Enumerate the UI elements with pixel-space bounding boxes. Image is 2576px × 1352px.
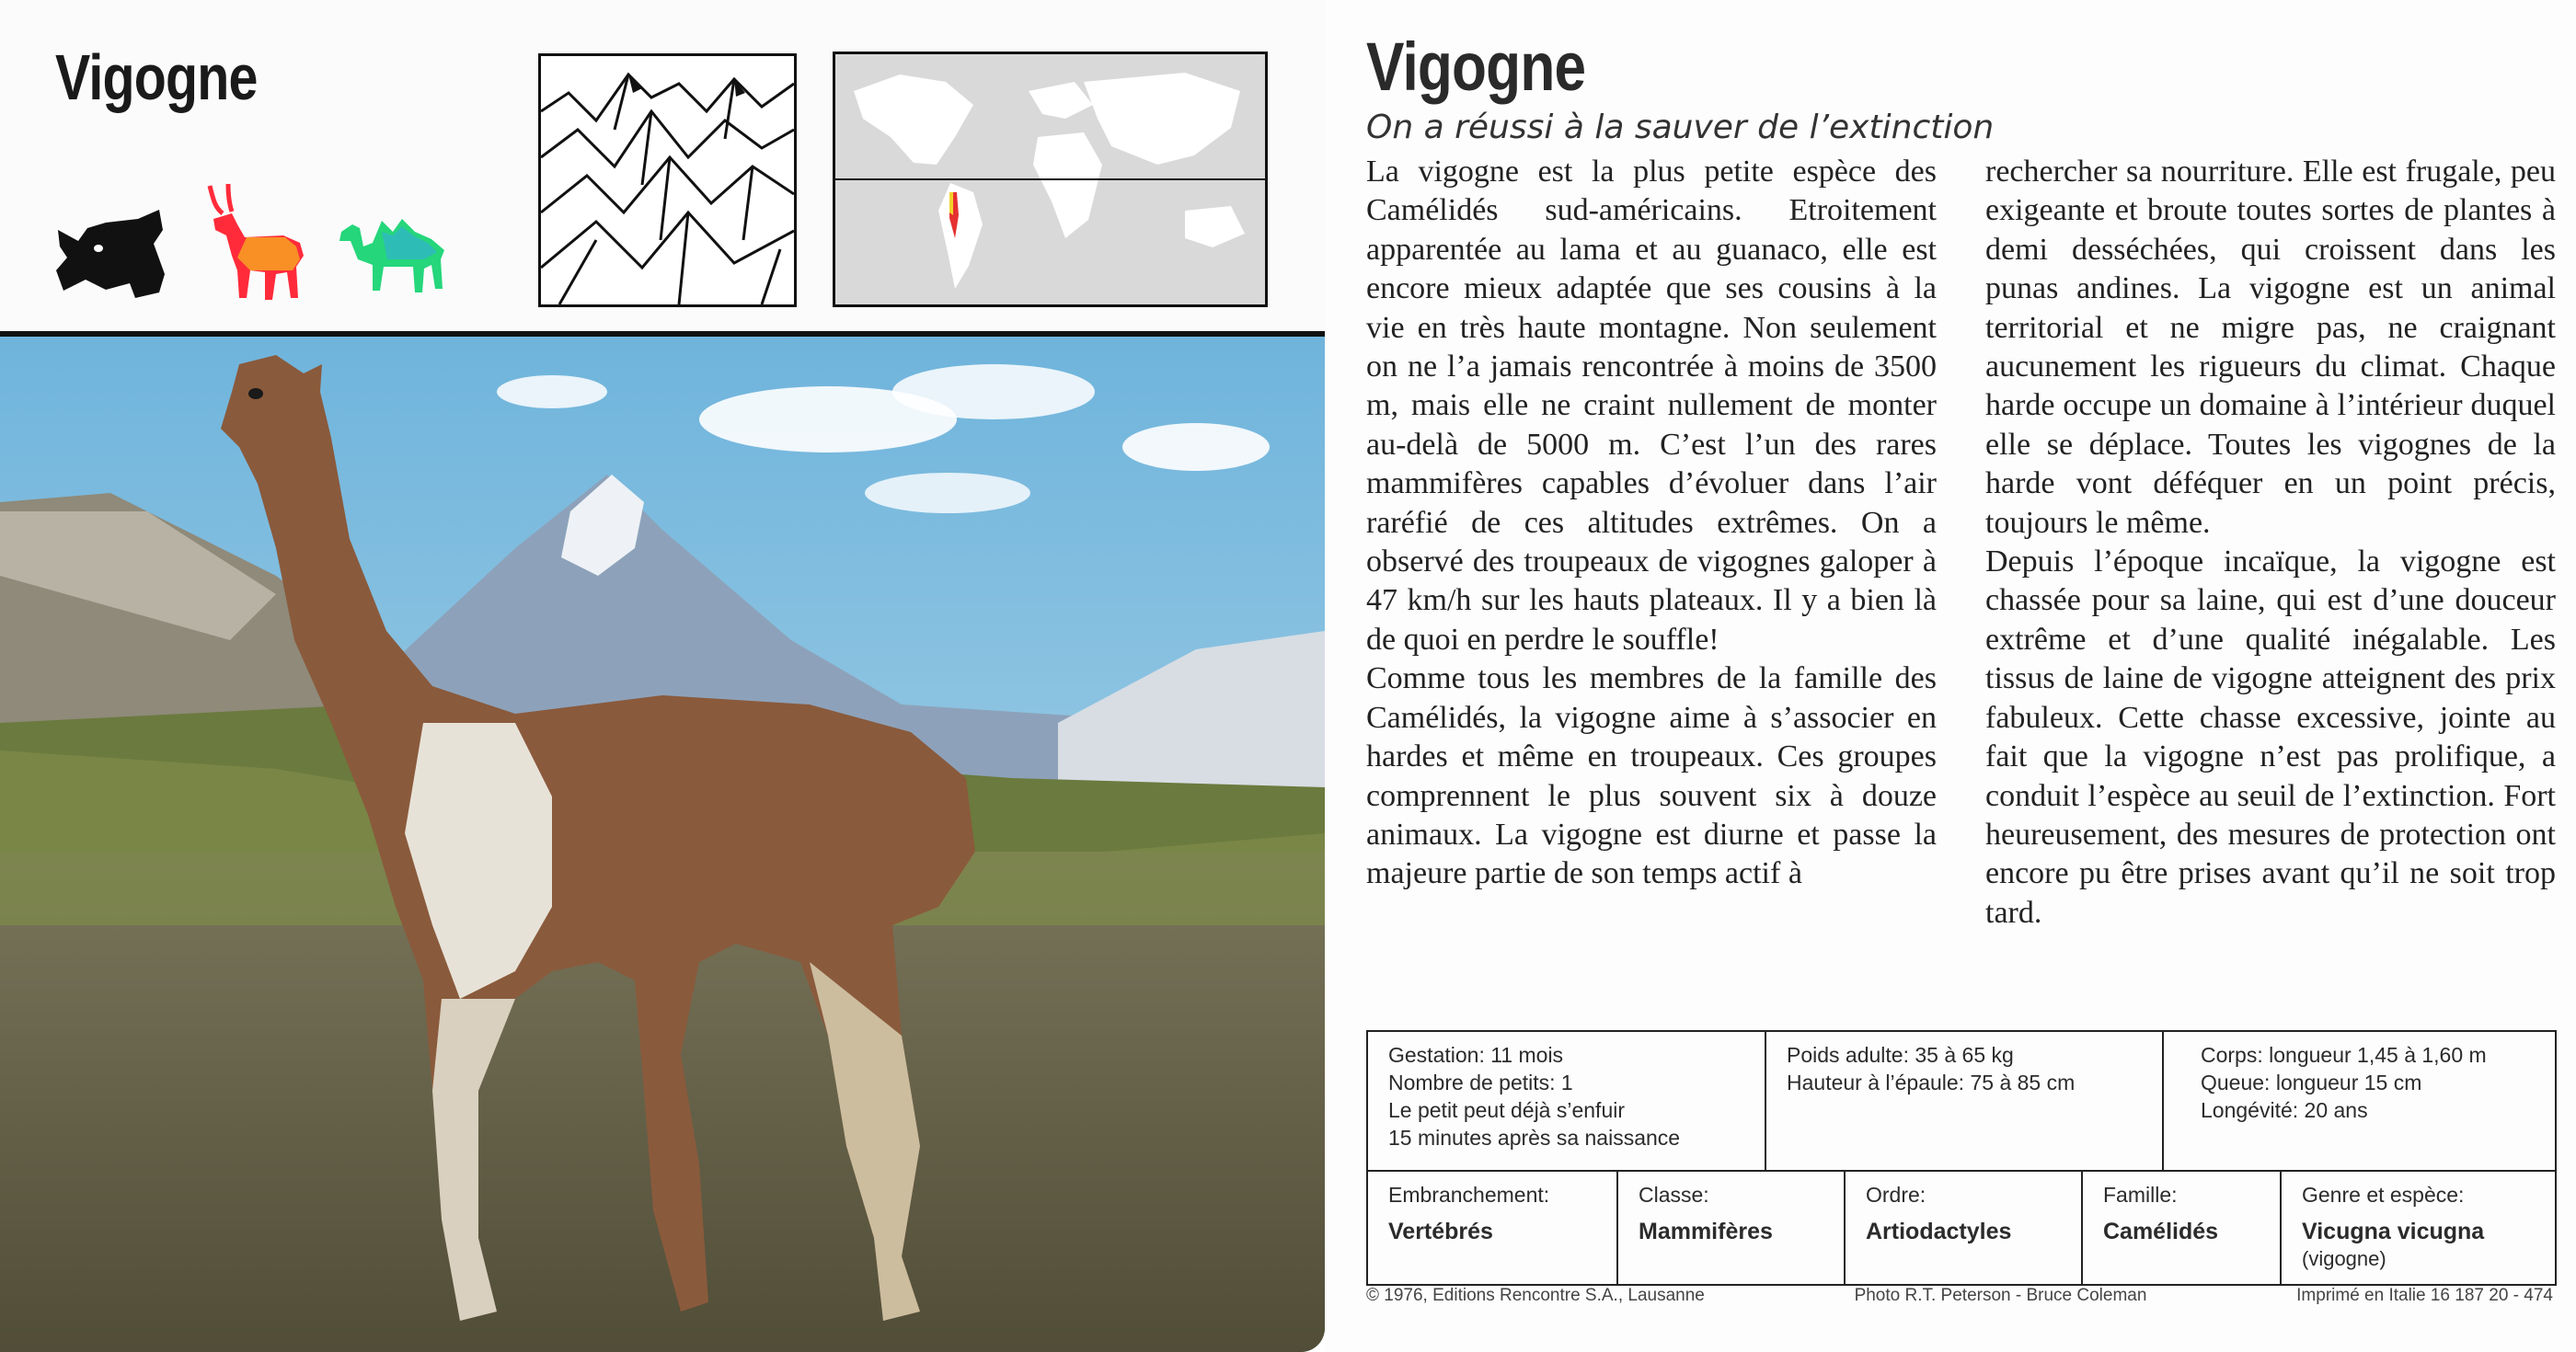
taxonomy-species <box>2282 1172 2555 1284</box>
taxonomy-family <box>2083 1172 2282 1284</box>
fact-line: Corps: longueur 1,45 à 1,60 m <box>2201 1043 2487 1067</box>
paragraph: Depuis l’époque incaïque, la vigogne est chassée pour sa laine, qui est d’une douceur extrême et d’une qualité inégalable. Les tissus de laine de vigogne atteignent des prix fabuleux. Cette chasse excessive, jointe au fait que la vigogne n’est pas prolifique, a conduit l’espèce au seuil de l’extinction. Fort heureusement, des mesures de protection ont encore pu être prises avant qu’il ne soit trop tard. <box>1985 544 2556 930</box>
camel-icon <box>336 204 455 296</box>
vicuna-photo <box>0 337 1325 1352</box>
reproduction-facts <box>1368 1032 1766 1170</box>
taxonomy-order <box>1846 1172 2083 1284</box>
front-title: Vigogne <box>55 41 258 113</box>
taxonomy-label: Genre et espèce: <box>2302 1183 2465 1207</box>
text-column-1 <box>1366 153 1937 894</box>
antelope-icon <box>201 182 311 302</box>
taxonomy-label: Ordre: <box>1866 1183 1926 1207</box>
fact-line: Poids adulte: 35 à 65 kg <box>1787 1043 2014 1067</box>
paragraph: La vigogne est la plus petite espèce des Camélidés sud-américains. Etroitement apparentée au lama et au guanaco, elle est encore mieux adaptée que ses cousins à la vie en très haute montagne. Non seulement on ne l’a jamais rencontrée à moins de 3500 m, mais elle ne craint nullement de monter au-delà de 5000 m. C’est l’un des rares mammifères capables d’évoluer dans l’air raréfié de ces altitudes extrêmes. On a observé des troupeaux de vigognes galoper à 47 km/h sur les hauts plateaux. Il y a bien là de quoi en perdre le souffle! <box>1366 155 1937 657</box>
footer <box>1366 1286 2553 1306</box>
taxonomy-phylum <box>1368 1172 1618 1284</box>
taxonomy-value: Artiodactyles <box>1866 1219 2012 1244</box>
fact-line: 15 minutes après sa naissance <box>1388 1126 1681 1150</box>
photo-credit: Photo R.T. Peterson - Bruce Coleman <box>1854 1286 2147 1305</box>
fact-line: Hauteur à l’épaule: 75 à 85 cm <box>1787 1071 2076 1094</box>
paragraph: rechercher sa nourriture. Elle est frugale, peu exigeante et broute toutes sortes de plantes à demi desséchées, qui croissent dans les punas andines. La vigogne est un animal territorial et ne migre pas, ne craignant aucunement les rigueurs du climat. Chaque harde occupe un domaine à l’intérieur duquel elle se déplace. Toutes les vigognes de la harde vont déféquer en un point précis, toujours le même. <box>1985 155 2556 540</box>
distribution-map <box>833 52 1268 307</box>
taxonomy-value: Vicugna vicugna <box>2302 1219 2485 1244</box>
taxonomy-common-name: (vigogne) <box>2302 1247 2386 1270</box>
mountain-habitat-icon <box>538 53 797 307</box>
fact-line: Gestation: 11 mois <box>1388 1043 1564 1067</box>
taxonomy-label: Classe: <box>1639 1183 1709 1207</box>
subtitle: On a réussi à la sauver de l’extinction <box>1366 109 1995 146</box>
fact-line: Nombre de petits: 1 <box>1388 1071 1573 1094</box>
paragraph: Comme tous les membres de la famille des Camélidés, la vigogne aime à s’associer en hardes et même en troupeaux. Ces groupes comprennent le plus souvent six à douze animaux. La vigogne est diurne et passe la majeure partie de son temps actif à <box>1366 661 1937 891</box>
copyright: © 1976, Editions Rencontre S.A., Lausanne <box>1366 1286 1705 1305</box>
print-info: Imprimé en Italie 16 187 20 - 474 <box>2296 1286 2553 1305</box>
taxonomy-value: Mammifères <box>1639 1219 1773 1244</box>
body-facts <box>2164 1032 2555 1170</box>
fact-line: Queue: longueur 15 cm <box>2201 1071 2422 1094</box>
size-facts <box>1766 1032 2164 1170</box>
back-card <box>1325 0 2576 1352</box>
fact-line: Longévité: 20 ans <box>2201 1098 2368 1122</box>
taxonomy-label: Famille: <box>2103 1183 2178 1207</box>
back-title: Vigogne <box>1366 29 1586 105</box>
facts-row-biology <box>1368 1032 2555 1172</box>
taxonomy-class <box>1618 1172 1846 1284</box>
facts-table <box>1366 1030 2557 1286</box>
cow-head-icon <box>51 202 170 304</box>
text-column-2 <box>1985 153 2556 933</box>
fact-line: Le petit peut déjà s’enfuir <box>1388 1098 1626 1122</box>
taxonomy-label: Embranchement: <box>1388 1183 1550 1207</box>
facts-row-taxonomy <box>1368 1172 2555 1284</box>
taxonomy-value: Camélidés <box>2103 1219 2219 1244</box>
taxonomy-value: Vertébrés <box>1388 1219 1493 1244</box>
